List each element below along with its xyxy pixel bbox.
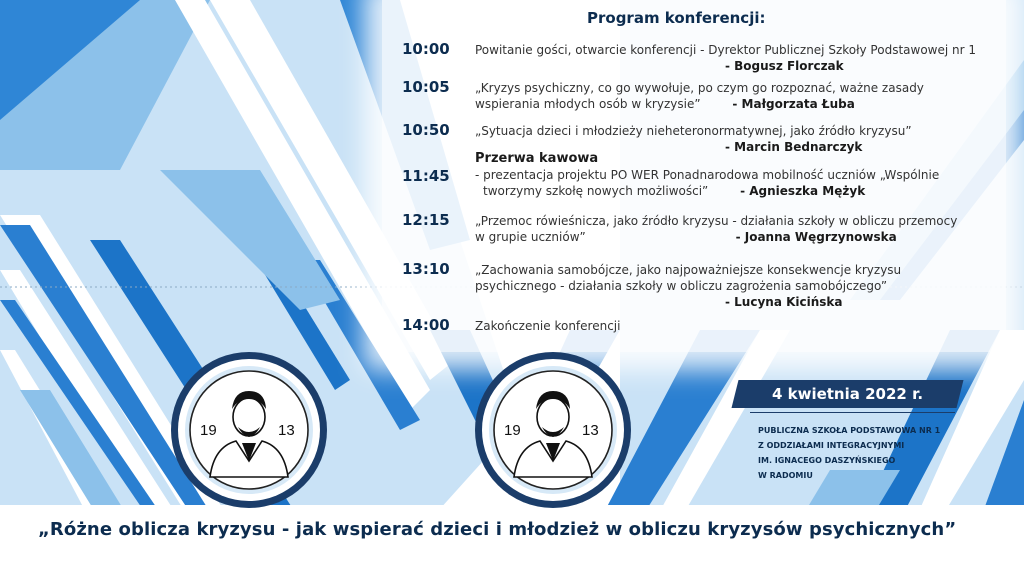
item-speaker: - Agnieszka Mężyk bbox=[740, 184, 866, 198]
item-text: „Przemoc rówieśnicza, jako źródło kryzysu - działania szkoły w obliczu przemocy bbox=[475, 214, 958, 228]
item-speaker: - Marcin Bednarczyk bbox=[725, 140, 863, 154]
item-text: wspierania młodych osób w kryzysie” bbox=[475, 97, 701, 111]
medal-number-left: 19 bbox=[504, 422, 521, 439]
item-time: 10:05 bbox=[402, 78, 450, 96]
program-title: Program konferencji: bbox=[587, 9, 766, 27]
conference-headline: „Różne oblicza kryzysu - jak wspierać dzieci i młodzież w obliczu kryzysów psychicznych” bbox=[38, 519, 957, 540]
item-time: 10:00 bbox=[402, 40, 450, 58]
item-text: w grupie uczniów” bbox=[475, 230, 586, 244]
item-line bbox=[475, 229, 995, 245]
school-medallion-left bbox=[170, 351, 328, 509]
event-date: 4 kwietnia 2022 r. bbox=[771, 385, 924, 403]
medal-number-right: 13 bbox=[582, 422, 599, 439]
item-speaker: - Lucyna Kicińska bbox=[725, 295, 843, 309]
item-time: 14:00 bbox=[402, 316, 450, 334]
item-text: psychicznego - działania szkoły w obliczu zagrożenia samobójczego” bbox=[475, 279, 888, 293]
school-line: Z ODDZIAŁAMI INTEGRACYJNYMI bbox=[758, 441, 905, 450]
item-description bbox=[475, 213, 995, 245]
item-speaker: - Bogusz Florczak bbox=[725, 59, 844, 73]
item-text: Powitanie gości, otwarcie konferencji - Dyrektor Publicznej Szkoły Podstawowej nr 1 bbox=[475, 43, 976, 57]
school-line: PUBLICZNA SZKOŁA PODSTAWOWA NR 1 bbox=[758, 426, 941, 435]
medal-number-right: 13 bbox=[278, 422, 295, 439]
school-line: IM. IGNACEGO DASZYŃSKIEGO bbox=[758, 456, 896, 465]
item-speaker: - Joanna Węgrzynowska bbox=[735, 230, 897, 244]
item-time: 11:45 bbox=[402, 167, 450, 185]
item-text: „Zachowania samobójcze, jako najpoważniejsze konsekwencje kryzysu bbox=[475, 263, 902, 277]
item-description bbox=[475, 42, 995, 74]
item-text: tworzymy szkołę nowych możliwości” bbox=[483, 184, 709, 198]
medal-number-left: 19 bbox=[200, 422, 217, 439]
school-medallion-right bbox=[474, 351, 632, 509]
item-description bbox=[475, 151, 995, 199]
item-heading: Przerwa kawowa bbox=[475, 151, 599, 166]
school-line: W RADOMIU bbox=[758, 471, 813, 480]
item-line bbox=[475, 183, 995, 199]
item-description bbox=[475, 80, 995, 112]
school-name bbox=[758, 423, 940, 483]
item-text: „Sytuacja dzieci i młodzieży nieheteronormatywnej, jako źródło kryzysu” bbox=[475, 124, 912, 138]
item-text: Zakończenie konferencji bbox=[475, 319, 621, 333]
divider bbox=[750, 412, 955, 413]
item-text: „Kryzys psychiczny, co go wywołuje, po czym go rozpoznać, ważne zasady bbox=[475, 81, 924, 95]
item-description bbox=[475, 318, 995, 334]
item-time: 10:50 bbox=[402, 121, 450, 139]
item-description bbox=[475, 262, 995, 310]
item-line bbox=[475, 96, 995, 112]
item-text: - prezentacja projektu PO WER Ponadnarodowa mobilność uczniów „Wspólnie bbox=[475, 168, 940, 182]
item-speaker: - Małgorzata Łuba bbox=[732, 97, 855, 111]
item-time: 12:15 bbox=[402, 211, 450, 229]
item-time: 13:10 bbox=[402, 260, 450, 278]
